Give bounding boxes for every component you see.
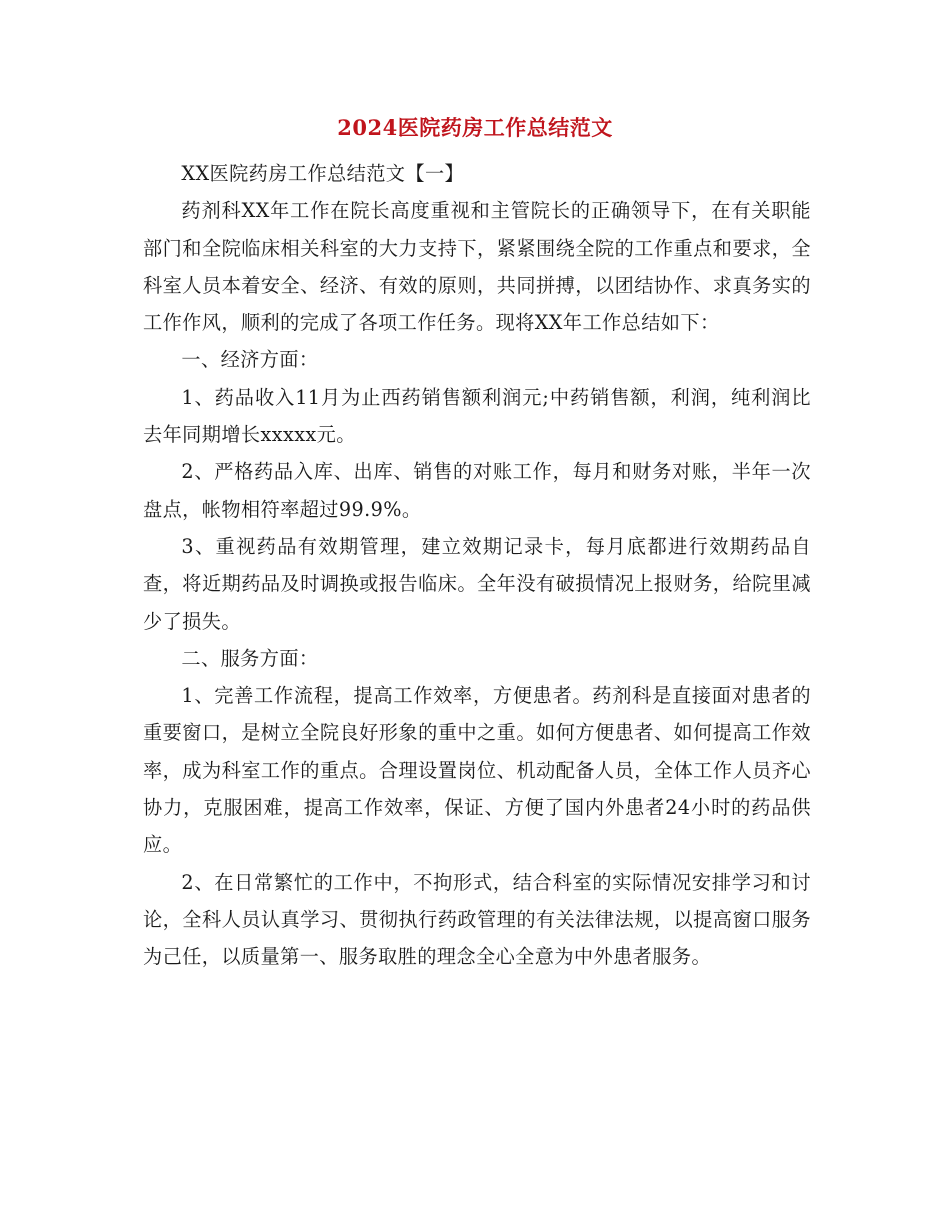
intro-paragraph: 药剂科XX年工作在院长高度重视和主管院长的正确领导下，在有关职能部门和全院临床相关科室的大力支持下，紧紧围绕全院的工作重点和要求，全科室人员本着安全、经济、有效的原则，共同拼搏，以团结协作、求真务实的工作作风，顺利的完成了各项工作任务。现将XX年工作总结如下：	[143, 199, 811, 335]
economy-item-2: 2、严格药品入库、出库、销售的对账工作，每月和财务对账，半年一次盘点，帐物相符率超过99.9%。	[143, 460, 811, 521]
service-item-1: 1、完善工作流程，提高工作效率，方便患者。药剂科是直接面对患者的重要窗口，是树立全院良好形象的重中之重。如何方便患者、如何提高工作效率，成为科室工作的重点。合理设置岗位、机动配备人员，全体工作人员齐心协力，克服困难，提高工作效率，保证、方便了国内外患者24小时的药品供应。	[143, 684, 811, 857]
subheading-economy: 一、经济方面：	[181, 348, 319, 372]
economy-item-1: 1、药品收入11月为止西药销售额利润元;中药销售额，利润，纯利润比去年同期增长xxxxx元。	[143, 385, 811, 447]
subheading-service: 二、服务方面：	[181, 646, 319, 670]
section-heading-1: XX医院药房工作总结范文【一】	[181, 162, 465, 185]
economy-item-3: 3、重视药品有效期管理，建立效期记录卡，每月底都进行效期药品自查，将近期药品及时调换或报告临床。全年没有破损情况上报财务，给院里减少了损失。	[143, 534, 811, 633]
document-title: 2024医院药房工作总结范文	[337, 115, 613, 140]
service-item-2: 2、在日常繁忙的工作中，不拘形式，结合科室的实际情况安排学习和讨论，全科人员认真学习、贯彻执行药政管理的有关法律法规，以提高窗口服务为己任，以质量第一、服务取胜的理念全心全意为中外患者服务。	[143, 870, 811, 969]
document-body	[143, 155, 811, 976]
